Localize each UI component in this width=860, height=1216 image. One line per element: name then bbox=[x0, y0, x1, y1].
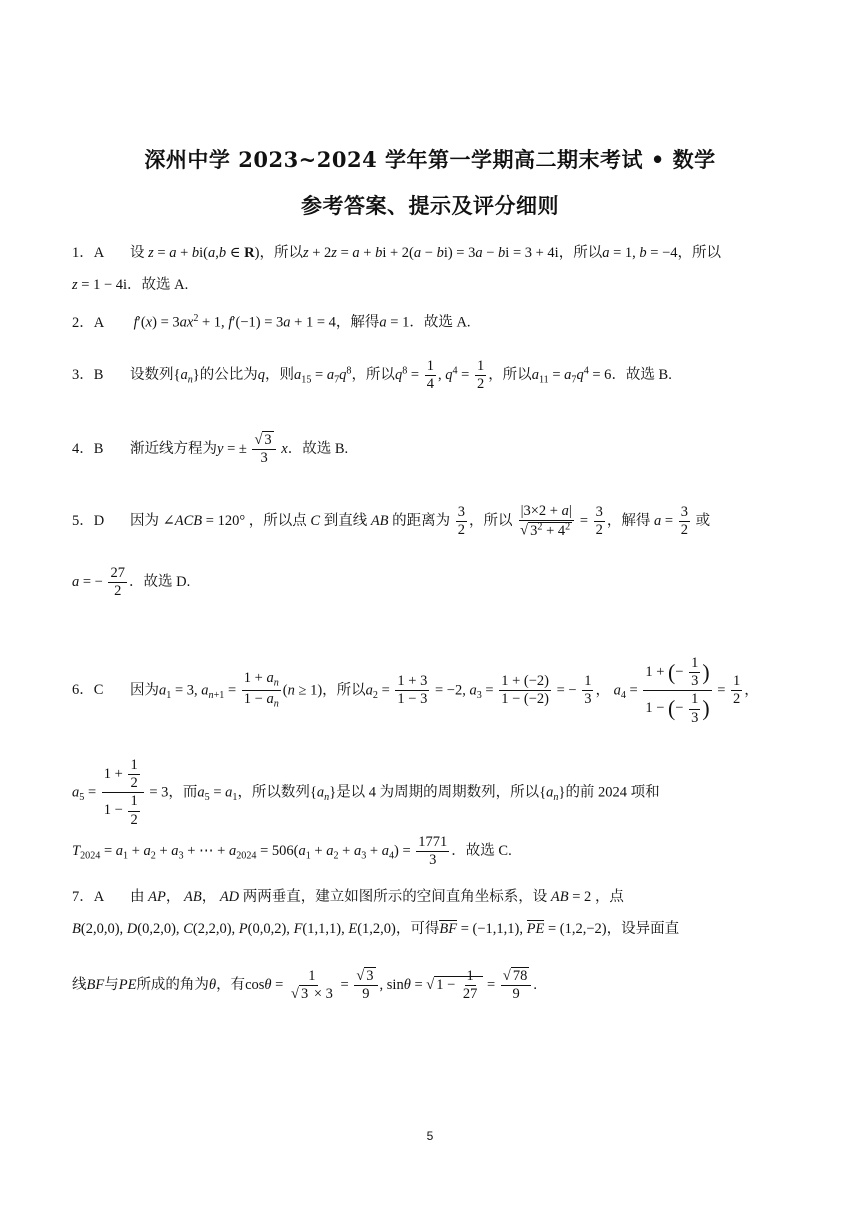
answer-label: 1．A bbox=[72, 245, 105, 261]
answer-item-7-cont2: 线BF与PE所成的角为θ，有cosθ = $\frac{1}{√ 3 \times 3}$ = $\frac{√ 3}{9}$ , sinθ = √ 1 − $\frac{1}{27}$ = $\frac{√ 78}{9}$ . bbox=[72, 968, 537, 1003]
answer-item-6-cont2: $T_{2024} = a_1 + a_2 + a_3$ + ⋯ + $a_{2024} = 506(a_1 + a_2 + a_3 + a_4)$ = $\frac{1771}{3}$ ．故选 C. bbox=[72, 834, 512, 869]
answer-item-7: 7．A 由 AP， AB， AD 两两垂直，建立如图所示的空间直角坐标系，设 AB = 2 ，点 bbox=[72, 885, 792, 909]
answer-item-4: 4．B 渐近线方程为y = ± $\frac{√ 3}{3}$ x．故选 B. bbox=[72, 432, 349, 467]
answer-label: 5．D bbox=[72, 512, 105, 529]
answer-label: 6．C bbox=[72, 682, 104, 699]
answer-item-5: 5．D 因为 ∠ACB = 120° ，所以点 C 到直线 AB 的距离为 $\frac{3}{2}$ ，所以 $\frac{|3\times 2 + a|}{√ 3^2 + 4^2}$ = $\frac{3}{2}$ ，解得 a = $\frac{3}{2}$ 或 bbox=[72, 503, 711, 539]
answer-label: 4．B bbox=[72, 441, 104, 458]
answer-item-1: 1．A 设 z = a + bi(a,b ∈ R)，所以z + 2z = a + bi + 2(a − bi) = 3a − bi = 3 + 4i，所以a = 1, b = −4，所以 bbox=[72, 241, 792, 265]
answer-label: 2．A bbox=[72, 314, 105, 331]
answer-item-6: 6．C 因为$a_1 = 3$, $a_{n+1}$ = $\frac{1 + a_n}{1 - a_n}$ (n ≥ 1)，所以$a_2$ = $\frac{1 + 3}{1 - 3}$ = −2, $a_3$ = $\frac{1 + (-2)}{1 - (-2)}$ = − $\frac{1}{3}$ ， $a_4$ = 1 + (− $\frac{1}{3}$ ) 1 − (− $\frac{1}{3}$ ) = $\frac{1}{2}$ ， bbox=[72, 655, 759, 726]
answer-item-6-cont1: $a_5$ = 1 + $\frac{1}{2}$ 1 − $\frac{1}{2}$ = 3，而$a_5 = a_1$，所以数列$\{a_n\}$是以 4 为周期的周期数列，所以$\{a_n\}$的前 2024 项和 bbox=[72, 757, 660, 828]
answer-item-1-cont: z = 1 − 4i．故选 A. bbox=[72, 277, 189, 293]
page-title: 深州中学 2023~2024 学年第一学期高二期末考试 • 数学 bbox=[144, 147, 716, 172]
answer-label: 7．A bbox=[72, 889, 105, 905]
answer-item-3: 3．B 设数列$\{a_n\}$的公比为q，则$a_{15} = a_7q^8$，所以$q^8$ = $\frac{1}{4}$ , $q^4$ = $\frac{1}{2}$ ，所以$a_{11} = a_7q^4 = 6$．故选 B. bbox=[72, 358, 672, 393]
answer-label: 3．B bbox=[72, 367, 104, 384]
page-number: 5 bbox=[426, 1129, 434, 1143]
page-subtitle: 参考答案、提示及评分细则 bbox=[301, 193, 559, 218]
answer-item-5-cont: a = − $\frac{27}{2}$ ．故选 D. bbox=[72, 565, 191, 600]
answer-item-7-cont1: B(2,0,0), D(0,2,0), C(2,2,0), P(0,0,2), F(1,1,1), E(1,2,0)，可得BF = (−1,1,1), PE = (1,2,−2)，设异面直 bbox=[72, 921, 680, 937]
answer-item-2: 2．A $f'(x) = 3ax^2 + 1$, f′(−1) = 3a + 1 = 4，解得a = 1．故选 A. bbox=[72, 307, 792, 335]
